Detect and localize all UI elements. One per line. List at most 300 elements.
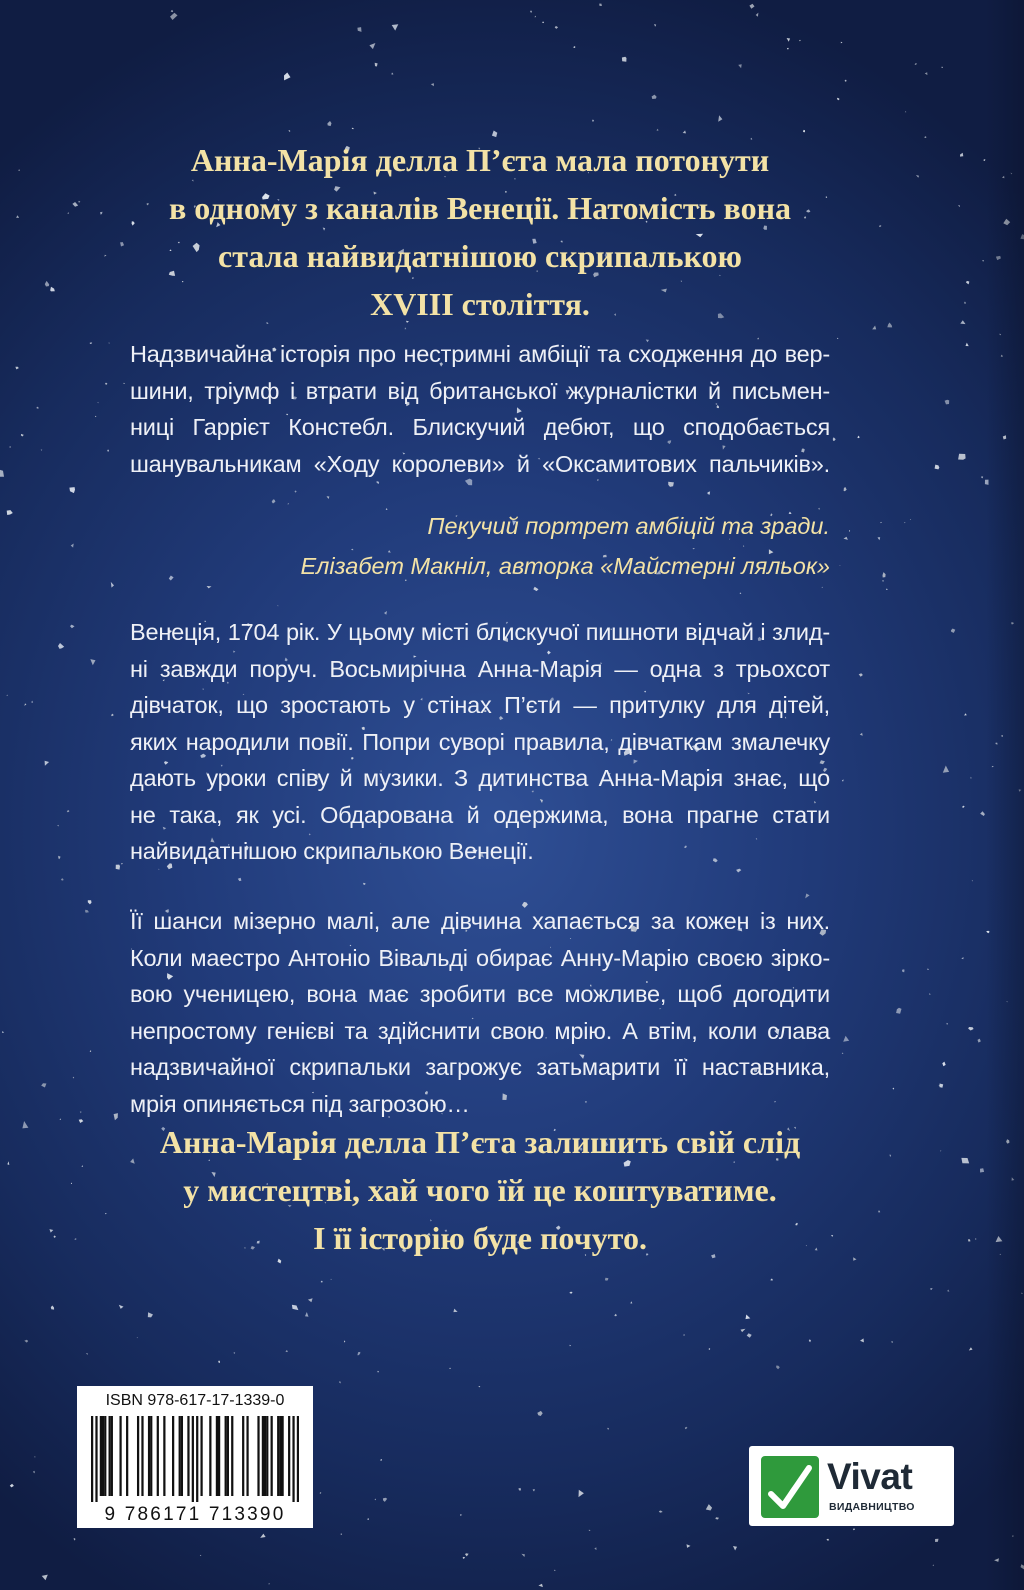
barcode-bar: [225, 1416, 227, 1496]
star-fleck: [945, 400, 950, 405]
star-fleck: [200, 1555, 202, 1556]
star-fleck: [15, 367, 18, 370]
star-fleck: [915, 63, 917, 65]
star-fleck: [958, 454, 966, 460]
barcode-bar: [163, 1416, 165, 1496]
star-fleck: [902, 969, 904, 972]
star-fleck: [292, 1305, 299, 1310]
star-fleck: [837, 338, 838, 339]
star-fleck: [327, 496, 330, 499]
star-fleck: [123, 383, 125, 384]
star-fleck: [860, 1338, 864, 1342]
star-fleck: [654, 24, 656, 27]
star-fleck: [431, 83, 434, 86]
chance-line: надзвичайної скрипальки загрожує затьмарити її наставника,: [130, 1054, 830, 1080]
star-fleck: [845, 80, 847, 82]
barcode-bar: [104, 1416, 106, 1496]
star-fleck: [929, 993, 931, 994]
star-fleck: [82, 1165, 84, 1167]
star-fleck: [33, 1471, 35, 1474]
star-fleck: [893, 1088, 895, 1090]
barcode-bar: [218, 1416, 220, 1496]
star-fleck: [45, 761, 50, 766]
intro-paragraph: [130, 336, 830, 482]
star-fleck: [116, 865, 120, 870]
barcode-bar: [264, 1416, 266, 1496]
star-fleck: [535, 16, 536, 17]
star-fleck: [940, 1150, 941, 1151]
star-fleck: [269, 1583, 271, 1584]
star-fleck: [872, 326, 876, 330]
star-fleck: [740, 593, 742, 595]
star-fleck: [659, 1511, 663, 1513]
star-fleck: [90, 659, 95, 665]
star-fleck: [21, 434, 24, 437]
star-fleck: [383, 1498, 387, 1502]
star-fleck: [42, 1575, 48, 1581]
star-fleck: [97, 402, 98, 403]
star-fleck: [925, 136, 927, 138]
quote-text: Пекучий портрет амбіцій та зради.: [427, 513, 830, 539]
story-line: ні завжди поруч. Восьмирічна Анна-Марія — одна з трьохсот: [130, 655, 830, 682]
barcode-bar: [100, 1416, 102, 1496]
star-fleck: [860, 733, 863, 736]
star-fleck: [37, 407, 39, 409]
star-fleck: [537, 1411, 542, 1416]
star-fleck: [980, 811, 985, 816]
star-fleck: [7, 1161, 9, 1165]
star-fleck: [708, 491, 711, 494]
star-fleck: [947, 1023, 948, 1025]
star-fleck: [295, 491, 297, 493]
star-fleck: [234, 1352, 236, 1353]
star-fleck: [286, 1350, 288, 1352]
star-fleck: [842, 779, 843, 781]
star-fleck: [657, 129, 659, 131]
star-fleck: [67, 810, 69, 812]
star-fleck: [344, 1340, 345, 1342]
star-fleck: [968, 1239, 971, 1241]
chance-paragraph: [130, 903, 830, 1122]
barcode-bar: [137, 1416, 139, 1496]
barcode-bar: [148, 1416, 150, 1496]
star-fleck: [69, 487, 75, 493]
star-fleck: [367, 1518, 369, 1520]
chance-line: непростому генієві та здійснити свою мрію. А втім, коли слава: [130, 1017, 830, 1044]
star-fleck: [709, 1348, 711, 1350]
star-fleck: [951, 629, 955, 633]
intro-line: шини, тріумф і втрати від британської журналістки й письмен-: [130, 377, 830, 404]
star-fleck: [339, 1381, 341, 1383]
star-fleck: [809, 1340, 811, 1343]
star-fleck: [287, 503, 289, 504]
star-fleck: [2, 1031, 4, 1033]
star-fleck: [982, 260, 984, 262]
star-fleck: [518, 1488, 521, 1491]
story-line: дають уроки співу й музики. З дитинства Анна-Марія знає, що: [130, 765, 830, 791]
star-fleck: [859, 673, 863, 677]
star-fleck: [787, 38, 791, 42]
star-fleck: [569, 1292, 572, 1294]
star-fleck: [51, 1306, 54, 1310]
star-fleck: [942, 1062, 945, 1067]
star-fleck: [352, 128, 354, 129]
review-quote: [130, 506, 830, 586]
barcode-bar: [200, 1416, 202, 1496]
barcode-bar: [179, 1416, 181, 1496]
barcode-bar: [172, 1416, 174, 1496]
star-fleck: [119, 1305, 124, 1309]
star-fleck: [857, 436, 859, 439]
star-fleck: [74, 1238, 76, 1240]
barcode-digits: 9 786171 713390: [104, 1504, 286, 1525]
lead-line: XVIII століття.: [370, 286, 590, 322]
star-fleck: [925, 72, 928, 75]
star-fleck: [68, 213, 70, 214]
barcode-bar: [279, 1416, 281, 1496]
star-fleck: [375, 1499, 377, 1501]
star-fleck: [969, 1347, 973, 1350]
quote-attribution: Елізабет Макніл, авторка «Майстерні ляльок»: [300, 553, 830, 579]
star-fleck: [170, 13, 178, 20]
star-fleck: [968, 1027, 973, 1031]
star-fleck: [891, 1341, 893, 1343]
star-fleck: [843, 1036, 849, 1042]
star-fleck: [910, 519, 911, 520]
star-fleck: [357, 27, 361, 32]
barcode-bar: [157, 1416, 159, 1496]
star-fleck: [288, 130, 290, 132]
star-fleck: [78, 201, 80, 203]
star-fleck: [683, 130, 686, 133]
star-fleck: [905, 111, 906, 112]
star-fleck: [61, 878, 64, 881]
barcode-bar: [216, 1416, 218, 1496]
star-fleck: [683, 1334, 685, 1336]
barcode-bar: [181, 1416, 183, 1496]
story-line: Венеція, 1704 рік. У цьому місті блискучої пишноти відчай і злид-: [130, 619, 830, 645]
star-fleck: [72, 202, 78, 207]
barcode-bar: [242, 1416, 244, 1496]
barcode-bar: [227, 1416, 229, 1496]
star-fleck: [533, 587, 538, 591]
star-fleck: [369, 43, 375, 49]
star-fleck: [238, 878, 242, 881]
star-fleck: [45, 281, 49, 287]
star-fleck: [331, 1279, 332, 1280]
star-fleck: [327, 121, 331, 126]
barcode-bar: [262, 1416, 264, 1496]
star-fleck: [357, 1352, 360, 1355]
barcode-bar: [111, 1416, 113, 1496]
closing-tagline: [110, 1118, 850, 1262]
star-fleck: [749, 4, 754, 9]
story-line: не така, як усі. Обдарована й одержима, вона прагне стати: [130, 801, 830, 828]
star-fleck: [86, 1353, 88, 1355]
star-fleck: [533, 1489, 535, 1491]
star-fleck: [826, 1539, 829, 1541]
star-fleck: [320, 1492, 322, 1494]
publisher-subtitle: ВИДАВНИЦТВО: [829, 1501, 915, 1513]
star-fleck: [904, 522, 905, 523]
star-fleck: [90, 1050, 91, 1052]
star-fleck: [844, 537, 848, 540]
isbn-label: ISBN 978-617-17-1339-0: [105, 1392, 285, 1409]
star-fleck: [58, 856, 60, 859]
star-fleck: [972, 880, 973, 882]
chance-line: Її шанси мізерно малі, але дівчина хапається за кожен із них.: [130, 908, 830, 934]
publisher-logo: [749, 1446, 954, 1526]
star-fleck: [747, 1333, 752, 1338]
star-fleck: [882, 580, 884, 581]
star-fleck: [449, 1368, 451, 1369]
star-fleck: [706, 1504, 712, 1510]
star-fleck: [839, 565, 840, 566]
barcode-bar: [292, 1416, 294, 1502]
closing-line: у мистецтві, хай чого їй це коштуватиме.: [183, 1172, 777, 1208]
star-fleck: [95, 416, 96, 417]
star-fleck: [80, 1111, 82, 1113]
star-fleck: [964, 713, 967, 715]
star-fleck: [886, 589, 888, 590]
isbn-barcode: [77, 1386, 313, 1528]
star-fleck: [853, 1528, 855, 1530]
star-fleck: [479, 1386, 481, 1387]
star-fleck: [668, 482, 674, 487]
star-fleck: [573, 46, 575, 48]
star-fleck: [652, 95, 657, 99]
story-paragraph: [130, 614, 830, 870]
star-fleck: [799, 40, 801, 41]
star-fleck: [218, 1361, 220, 1363]
story-line: найвидатнішою скрипалькою Венеції.: [130, 838, 534, 864]
star-fleck: [947, 1290, 949, 1292]
star-fleck: [363, 883, 366, 885]
lead-line: в одному з каналів Венеції. Натомість вона: [168, 190, 791, 226]
star-fleck: [776, 1366, 780, 1370]
lead-tagline: [110, 136, 850, 328]
star-fleck: [770, 1279, 772, 1281]
star-fleck: [24, 1340, 28, 1343]
star-fleck: [380, 1459, 382, 1461]
star-fleck: [148, 1312, 153, 1317]
barcode-bar: [257, 1416, 259, 1496]
star-fleck: [940, 1084, 944, 1088]
barcode-bar: [209, 1416, 211, 1496]
star-fleck: [9, 446, 11, 448]
star-fleck: [41, 450, 43, 451]
star-fleck: [978, 1039, 981, 1043]
barcode-bar: [109, 1416, 111, 1496]
star-fleck: [960, 153, 963, 157]
star-fleck: [614, 1314, 617, 1317]
star-fleck: [111, 582, 114, 588]
star-fleck: [90, 342, 92, 344]
star-fleck: [10, 1484, 14, 1488]
star-fleck: [803, 130, 805, 132]
chance-line: мрія опиняється під загрозою…: [130, 1090, 470, 1117]
barcode-bars: [91, 1416, 299, 1502]
barcode-bar: [231, 1416, 233, 1496]
star-fleck: [105, 383, 107, 385]
star-fleck: [607, 1428, 609, 1430]
star-fleck: [715, 1517, 719, 1519]
barcode-bar: [187, 1416, 189, 1496]
star-fleck: [849, 530, 850, 532]
star-fleck: [878, 1211, 880, 1213]
intro-line: шанувальникам «Ходу королеви» й «Оксамитових пальчиків».: [130, 450, 830, 477]
lead-line: стала найвидатнішою скрипалькою: [218, 238, 742, 274]
barcode-bar: [288, 1416, 290, 1496]
star-fleck: [883, 572, 886, 577]
intro-line: Надзвичайна історія про нестримні амбіції та сходження до вер-: [130, 341, 830, 367]
star-fleck: [70, 625, 75, 629]
star-fleck: [933, 1565, 934, 1567]
star-fleck: [104, 255, 106, 257]
star-fleck: [538, 1584, 543, 1587]
star-fleck: [605, 1278, 609, 1281]
star-fleck: [878, 537, 881, 540]
barcode-bar: [126, 1416, 128, 1496]
star-fleck: [942, 67, 943, 69]
star-fleck: [887, 323, 892, 328]
star-fleck: [308, 1298, 313, 1302]
star-fleck: [392, 24, 399, 30]
star-fleck: [890, 1154, 892, 1156]
star-fleck: [960, 320, 965, 324]
star-fleck: [49, 1229, 53, 1233]
star-fleck: [842, 1052, 844, 1054]
star-fleck: [880, 522, 881, 523]
star-fleck: [60, 1119, 61, 1120]
star-fleck: [844, 487, 847, 491]
star-fleck: [554, 1570, 555, 1571]
barcode-bar: [277, 1416, 279, 1496]
star-fleck: [71, 544, 74, 548]
spine-shadow: [986, 0, 1024, 1590]
star-fleck: [284, 73, 291, 81]
star-fleck: [930, 1288, 933, 1290]
star-fleck: [981, 476, 983, 478]
barcode-bar: [192, 1416, 194, 1502]
star-fleck: [171, 10, 174, 12]
star-fleck: [837, 98, 839, 101]
star-fleck: [392, 73, 394, 75]
star-fleck: [841, 42, 843, 44]
star-fleck: [85, 910, 89, 913]
barcode-bar: [119, 1416, 121, 1496]
star-fleck: [137, 1337, 138, 1338]
star-fleck: [542, 22, 544, 23]
star-fleck: [569, 1345, 571, 1347]
star-fleck: [966, 343, 969, 347]
star-fleck: [58, 643, 64, 649]
star-fleck: [305, 1312, 309, 1317]
star-fleck: [966, 281, 969, 285]
star-fleck: [599, 4, 602, 6]
star-fleck: [958, 205, 959, 207]
star-fleck: [460, 1514, 462, 1515]
star-fleck: [927, 969, 929, 970]
star-fleck: [975, 1238, 976, 1240]
closing-line: Анна-Марія делла П’єта залишить свій слід: [159, 1124, 801, 1160]
star-fleck: [964, 302, 966, 304]
star-fleck: [375, 63, 378, 67]
star-fleck: [73, 1077, 75, 1079]
star-fleck: [521, 1554, 525, 1557]
star-fleck: [50, 287, 55, 292]
barcode-bar: [266, 1416, 268, 1496]
star-fleck: [100, 212, 103, 215]
star-fleck: [57, 825, 59, 827]
star-fleck: [121, 863, 123, 865]
barcode-bar: [281, 1416, 283, 1496]
star-fleck: [71, 1183, 72, 1184]
star-fleck: [74, 1538, 76, 1541]
star-fleck: [741, 1329, 746, 1332]
publisher-name: Vivat: [827, 1456, 913, 1497]
star-fleck: [589, 1530, 591, 1531]
star-fleck: [961, 957, 963, 959]
star-fleck: [530, 11, 532, 13]
chance-line: Коли маестро Антоніо Вівальді обирає Анну-Марію своєю зірко-: [130, 944, 830, 971]
barcode-bar: [196, 1416, 198, 1502]
star-fleck: [738, 64, 742, 68]
star-fleck: [41, 1083, 46, 1087]
barcode-bar: [95, 1416, 97, 1502]
closing-line: І її історію буде почуто.: [313, 1220, 647, 1256]
star-fleck: [207, 586, 212, 588]
feather-check-icon: [761, 1456, 819, 1518]
star-fleck: [733, 1546, 737, 1551]
star-fleck: [7, 695, 8, 696]
star-fleck: [88, 900, 92, 904]
story-line: дівчаток, що зростають у стінах П’єти — притулку для дітей,: [130, 692, 830, 718]
star-fleck: [805, 894, 809, 899]
star-fleck: [962, 806, 964, 808]
star-fleck: [935, 465, 940, 470]
barcode-bar: [271, 1416, 273, 1496]
star-fleck: [594, 1547, 596, 1550]
star-fleck: [555, 26, 558, 29]
star-fleck: [377, 1371, 378, 1373]
star-fleck: [833, 437, 836, 441]
star-fleck: [622, 57, 627, 62]
star-fleck: [756, 13, 759, 17]
star-fleck: [746, 1315, 751, 1320]
star-fleck: [879, 225, 881, 227]
star-fleck: [321, 1281, 323, 1283]
star-fleck: [718, 115, 722, 122]
barcode-bar: [91, 1416, 93, 1502]
star-fleck: [961, 1158, 969, 1164]
intro-line: ниці Гаррієт Констебл. Блискучий дебют, що сподобається: [130, 414, 830, 440]
barcode-bar: [141, 1416, 143, 1496]
star-fleck: [896, 1008, 901, 1014]
star-fleck: [111, 714, 113, 717]
barcode-bar: [102, 1416, 104, 1496]
star-fleck: [916, 175, 919, 178]
chance-line: вою ученицею, вона має зробити все можливе, щоб догодити: [130, 981, 830, 1007]
star-fleck: [260, 1534, 265, 1538]
star-fleck: [341, 1533, 343, 1535]
star-fleck: [19, 170, 20, 171]
star-fleck: [980, 1168, 984, 1172]
star-fleck: [22, 1121, 28, 1128]
barcode-bar: [150, 1416, 152, 1496]
star-fleck: [935, 1539, 938, 1542]
star-fleck: [453, 1309, 457, 1313]
